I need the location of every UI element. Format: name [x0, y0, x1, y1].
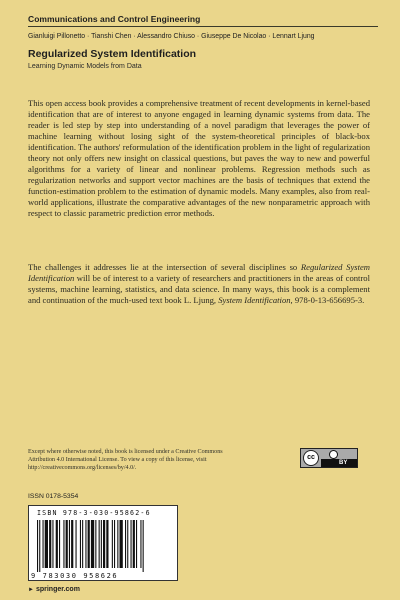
barcode-bar — [63, 520, 64, 568]
series-name: Communications and Control Engineering — [28, 14, 201, 24]
barcode-bar — [88, 520, 90, 568]
description-paragraph-2 — [28, 262, 370, 306]
paragraph2-book-title: Regularized System Identification — [28, 262, 371, 283]
isbn-barcode — [28, 505, 178, 581]
barcode-bar — [39, 520, 40, 572]
barcode-bar — [66, 520, 68, 568]
arrow-icon: ► — [28, 587, 34, 593]
cc-logo-icon: cc — [303, 450, 319, 466]
paragraph2-text-2: will be of interest to a variety of researchers and practitioners in the areas of control systems, machine learning, statistics, and data science. In many ways, this book is a complement and continuation of the much-used text book L. Ljung, — [28, 273, 370, 305]
barcode-bar — [136, 520, 137, 568]
book-title: Regularized System Identification — [28, 48, 197, 60]
barcode-bar — [95, 520, 96, 568]
barcode-bar — [85, 520, 86, 568]
paragraph2-reference-title: System Identification — [218, 295, 291, 305]
barcode-bar — [101, 520, 102, 568]
barcode-bar — [131, 520, 132, 568]
isbn-digits: 9 783030 958626 — [31, 572, 119, 580]
barcode-bar — [69, 520, 70, 568]
header-band — [0, 0, 400, 78]
barcode-bar — [133, 520, 135, 568]
attribution-person-icon — [329, 450, 338, 459]
by-label: BY — [339, 460, 348, 466]
barcode-bar — [103, 520, 105, 568]
isbn-label: ISBN 978-3-030-95862-6 — [37, 509, 151, 517]
description-paragraph-1: This open access book provides a comprehensive treatment of recent developments in kernel-based identification that are of interest to anyone engaged in learning dynamic systems from data. The reader is led step by step into understanding of a novel paradigm that leverages the power of machine learning without losing sight of the system-theoretical principles of black-box identification. The authors' reformulation of the identification problem in the light of regularization theory not only offers new insight on classical questions, but paves the way to new and powerful algorithms for a variety of linear and nonlinear problems. Regression methods such as regularization networks and support vector machines are the basis of techniques that extend the function-estimation problem to the estimation of dynamic models. Many examples, also from real-world applications, illustrate the comparative advantages of the new nonparametric approach with respect to classic parametric prediction error methods. — [28, 98, 370, 218]
issn-number: ISSN 0178-5354 — [28, 493, 79, 500]
publisher-link[interactable] — [28, 586, 80, 593]
barcode-bar — [125, 520, 126, 568]
book-subtitle: Learning Dynamic Models from Data — [28, 63, 142, 70]
barcode-bar — [106, 520, 108, 568]
barcode-bar — [45, 520, 48, 568]
cc-by-license-icon — [300, 448, 358, 468]
barcode-bar — [99, 520, 100, 568]
license-text: Except where otherwise noted, this book is licensed under a Creative Commons Attribution 4.0 International License. To view a copy of this license, visit http://creativecommons.org/licenses/by/4.0/. — [28, 449, 223, 471]
barcode-bar — [43, 520, 44, 568]
paragraph2-text-3: , 978-0-13-656695-3. — [290, 295, 365, 305]
barcode-bar — [112, 520, 113, 568]
header-divider — [28, 26, 378, 27]
barcode-bar — [76, 520, 77, 568]
barcode-bar — [71, 520, 73, 568]
barcode-bar — [91, 520, 94, 568]
barcode-bar — [56, 520, 58, 568]
barcode-bar — [114, 520, 115, 568]
paragraph2-text-1: The challenges it addresses lie at the intersection of several disciplines so — [28, 262, 301, 272]
barcode-bar — [120, 520, 123, 568]
barcode-icon — [37, 520, 171, 572]
barcode-bar — [140, 520, 141, 568]
barcode-bar — [52, 520, 53, 568]
barcode-bar — [82, 520, 83, 568]
authors-line: Gianluigi Pillonetto · Tianshi Chen · Alessandro Chiuso · Giuseppe De Nicolao · Lennart Ljung — [28, 33, 315, 40]
barcode-bar — [37, 520, 38, 572]
barcode-bar — [49, 520, 51, 568]
barcode-bar — [143, 520, 144, 572]
barcode-bar — [80, 520, 81, 568]
barcode-bar — [59, 520, 60, 568]
barcode-bar — [127, 520, 128, 568]
barcode-bar — [117, 520, 118, 568]
publisher-site: springer.com — [35, 586, 80, 593]
